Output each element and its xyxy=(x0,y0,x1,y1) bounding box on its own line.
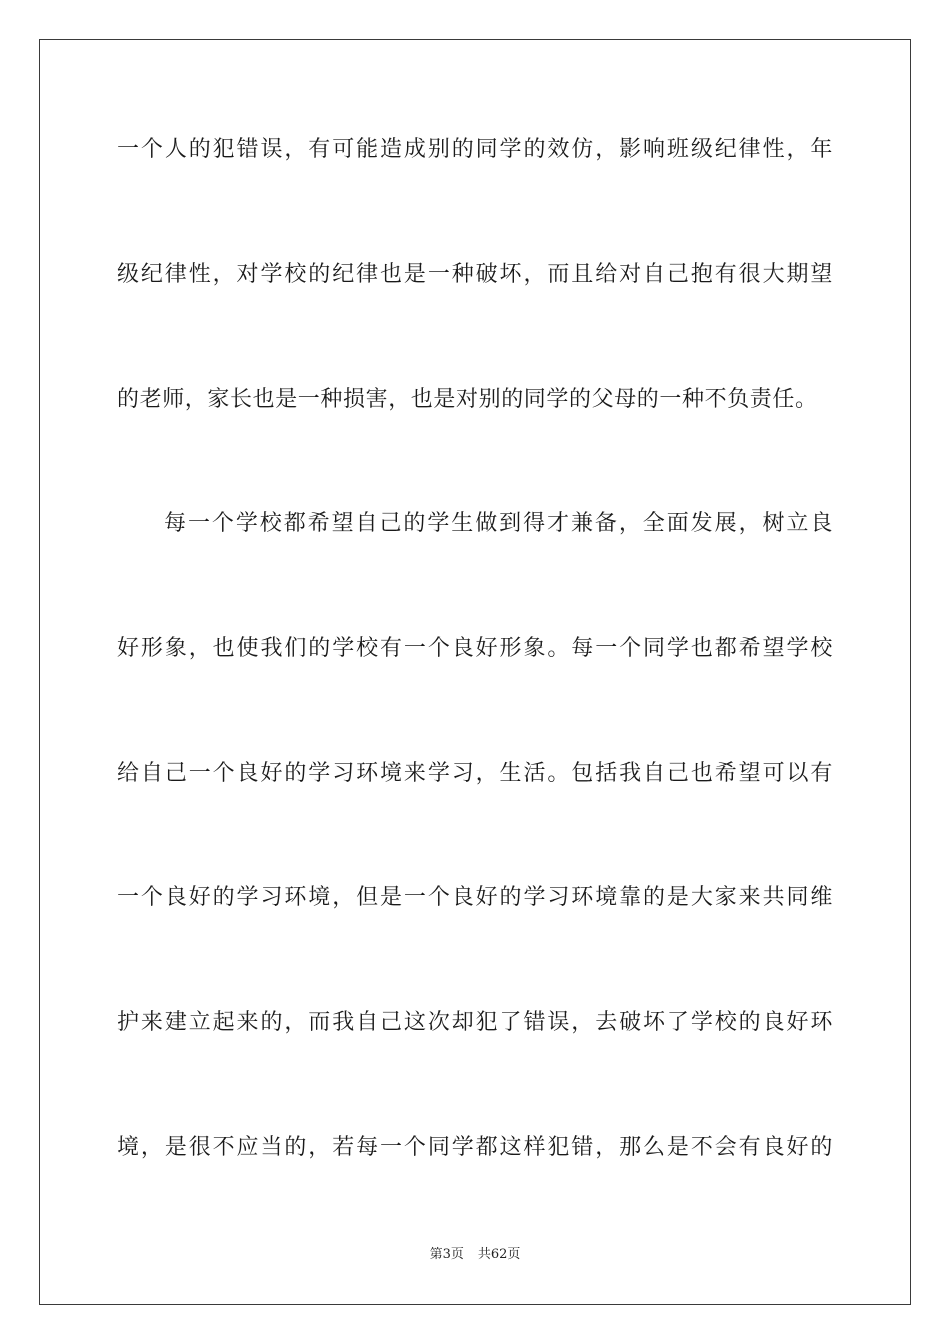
text-line: 级纪律性，对学校的纪律也是一种破坏，而且给对自己抱有很大期望 xyxy=(117,262,833,287)
text-line: 给自己一个良好的学习环境来学习，生活。包括我自己也希望可以有 xyxy=(117,761,833,786)
page-number: 第3页 xyxy=(429,1247,464,1262)
text-line: 境，是很不应当的，若每一个同学都这样犯错，那么是不会有良好的 xyxy=(117,1135,833,1160)
text-line: 一个人的犯错误，有可能造成别的同学的效仿，影响班级纪律性，年 xyxy=(117,137,833,162)
text-line: 好形象，也使我们的学校有一个良好形象。每一个同学也都希望学校 xyxy=(117,636,833,661)
text-line: 护来建立起来的，而我自己这次却犯了错误，去破坏了学校的良好环 xyxy=(117,1010,833,1035)
page-footer xyxy=(0,1245,950,1265)
page-border xyxy=(39,39,911,1305)
text-line: 的老师，家长也是一种损害，也是对别的同学的父母的一种不负责任。 xyxy=(117,387,818,412)
paragraph-first-line: 每一个学校都希望自己的学生做到得才兼备，全面发展，树立良 xyxy=(164,511,833,536)
text-line: 一个良好的学习环境，但是一个良好的学习环境靠的是大家来共同维 xyxy=(117,885,833,910)
total-pages: 共62页 xyxy=(477,1247,521,1262)
